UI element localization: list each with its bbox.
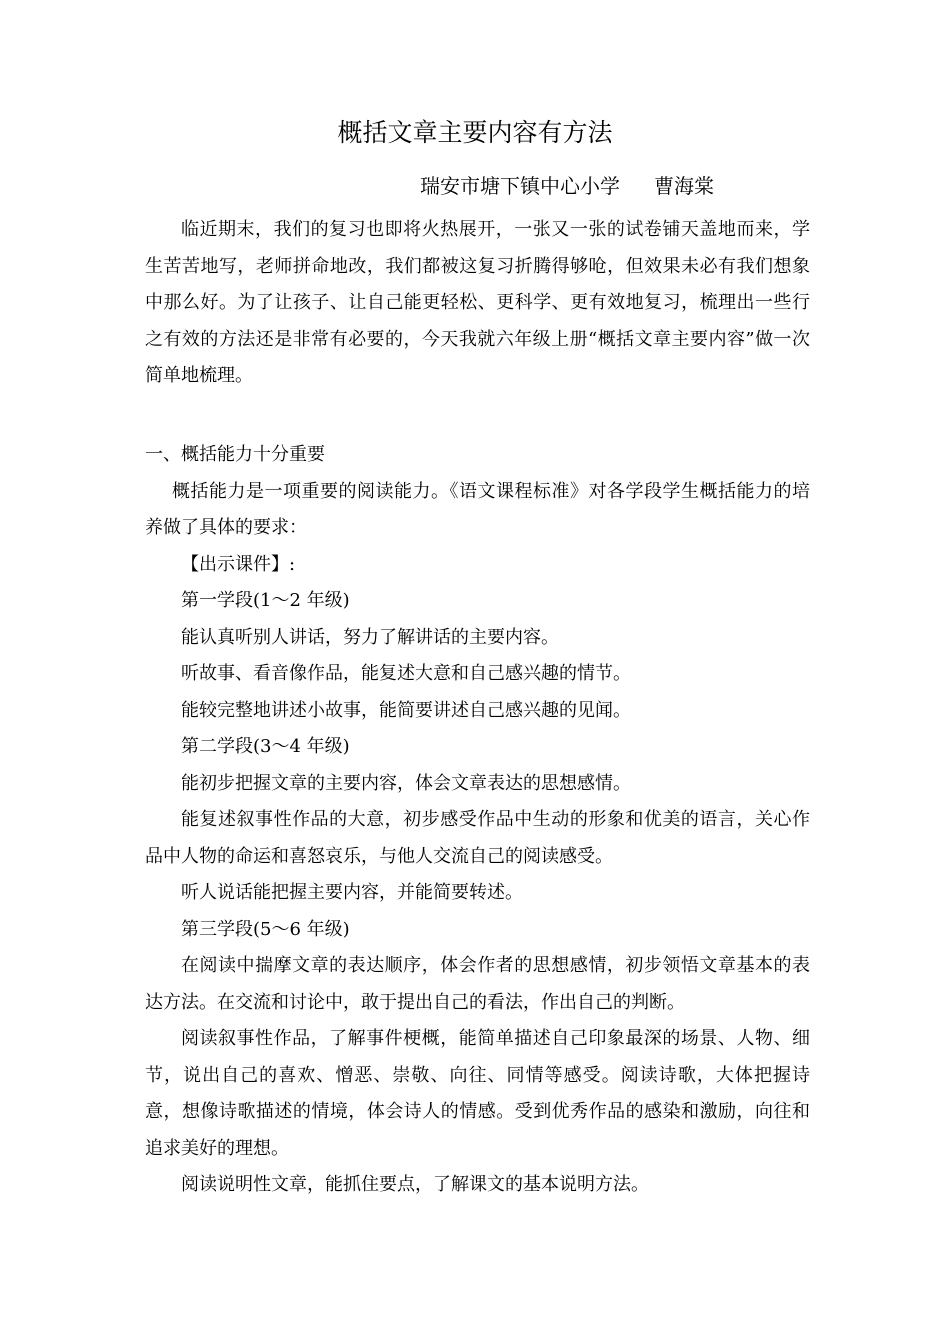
- stage-2-item: 能复述叙事性作品的大意，初步感受作品中生动的形象和优美的语言，关心作品中人物的命运和喜怒哀乐，与他人交流自己的阅读感受。: [145, 809, 810, 867]
- author-school: 瑞安市塘下镇中心小学: [420, 174, 620, 198]
- author-name: 曹海棠: [654, 174, 714, 198]
- stage-1-item: 能认真听别人讲话，努力了解讲话的主要内容。: [181, 626, 559, 648]
- stage-3-title: 第三学段(5～6 年级): [181, 918, 350, 940]
- stage-2-item: 听人说话能把握主要内容，并能简要转述。: [181, 882, 523, 903]
- intro-paragraph: 临近期末，我们的复习也即将火热展开，一张又一张的试卷铺天盖地而来，学生苦苦地写，老师拼命地改，我们都被这复习折腾得够呛，但效果未必有我们想象中那么好。为了让孩子、让自己能更轻松、更科学、更有效地复习，梳理出一些行之有效的方法还是非常有必要的，今天我就六年级上册“概括文章主要内容”做一次简单地梳理。: [145, 219, 810, 386]
- stage-1-title: 第一学段(1～2 年级): [181, 590, 350, 611]
- author-line: [420, 172, 714, 200]
- intro-block: [145, 212, 810, 395]
- stage-1-item: 听故事、看音像作品，能复述大意和自己感兴趣的情节。: [181, 663, 631, 684]
- stage-1-item: 能较完整地讲述小故事，能简要讲述自己感兴趣的见闻。: [181, 699, 631, 721]
- stage-3-item: 阅读叙事性作品，了解事件梗概，能简单描述自己印象最深的场景、人物、细节，说出自己的喜欢、憎恶、崇敬、向往、同情等感受。阅读诗歌，大体把握诗意，想像诗歌描述的情境，体会诗人的情感。受到优秀作品的感染和激励，向往和追求美好的理想。: [145, 1028, 810, 1159]
- document-title: 概括文章主要内容有方法: [337, 118, 613, 147]
- section-1: [145, 437, 810, 1204]
- courseware-label: 【出示课件】:: [181, 553, 296, 575]
- stage-3-item: 阅读说明性文章，能抓住要点，了解课文的基本说明方法。: [181, 1174, 649, 1195]
- stage-2-title: 第二学段(3～4 年级): [181, 736, 350, 757]
- section-lead-paragraph: 概括能力是一项重要的阅读能力。《语文课程标准》对各学段学生概括能力的培养做了具体的要求：: [145, 480, 810, 538]
- section-heading: 一、概括能力十分重要: [145, 444, 325, 465]
- stage-2-item: 能初步把握文章的主要内容，体会文章表达的思想感情。: [181, 772, 631, 794]
- stage-3-item: 在阅读中揣摩文章的表达顺序，体会作者的思想感情，初步领悟文章基本的表达方法。在交流和讨论中，敢于提出自己的看法，作出自己的判断。: [145, 955, 810, 1013]
